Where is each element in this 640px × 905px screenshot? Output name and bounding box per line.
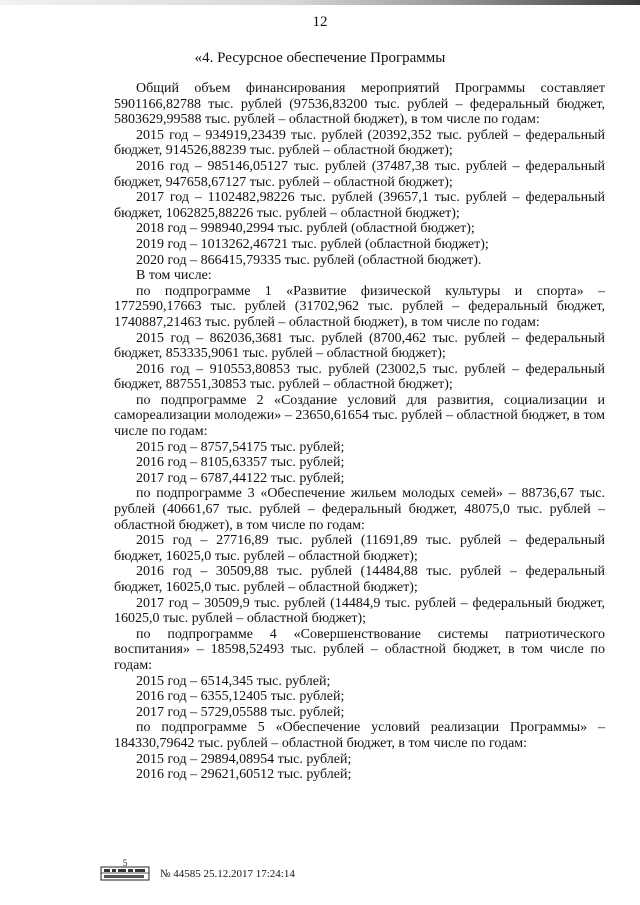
paragraph-including: В том числе: xyxy=(136,268,212,284)
stamp-number: 5 xyxy=(122,858,128,868)
paragraph-sp2-2017: 2017 год – 6787,44122 тыс. рублей; xyxy=(136,470,345,486)
document-footer xyxy=(100,858,500,888)
paragraph-sp4-2016: 2016 год – 6355,12405 тыс. рублей; xyxy=(136,689,345,705)
paragraph-subprogram-1: по подпрограмме 1 «Развитие физической культуры и спорта» – 1772590,17663 тыс. рублей (31702,962 тыс. рублей – федеральный бюджет, 1740887,21463 тыс. рублей – областной бюджет), в том числе по годам: xyxy=(114,283,605,330)
paragraph-year-2019: 2019 год – 1013262,46721 тыс. рублей (областной бюджет); xyxy=(136,236,489,252)
registry-stamp-icon xyxy=(100,858,150,882)
paragraph-subprogram-3: по подпрограмме 3 «Обеспечение жильем молодых семей» – 88736,67 тыс. рублей (40661,67 тыс. рублей – федеральный бюджет, 48075,0 тыс. рублей – областной бюджет), в том числе по годам: xyxy=(114,486,605,533)
paragraph-sp3-2016: 2016 год – 30509,88 тыс. рублей (14484,88 тыс. рублей – федеральный бюджет, 16025,0 тыс. рублей – областной бюджет); xyxy=(114,564,605,595)
paragraph-year-2015: 2015 год – 934919,23439 тыс. рублей (20392,352 тыс. рублей – федеральный бюджет, 914526,88239 тыс. рублей – областной бюджет); xyxy=(114,127,605,159)
document-reference: № 44585 25.12.2017 17:24:14 xyxy=(160,868,295,880)
paragraph-sp5-2015: 2015 год – 29894,08954 тыс. рублей; xyxy=(136,751,352,767)
paragraph-sp2-2016: 2016 год – 8105,63357 тыс. рублей; xyxy=(136,455,345,471)
paragraph-sp2-2015: 2015 год – 8757,54175 тыс. рублей; xyxy=(136,439,345,455)
paragraph-year-2016: 2016 год – 985146,05127 тыс. рублей (37487,38 тыс. рублей – федеральный бюджет, 947658,67127 тыс. рублей – областной бюджет); xyxy=(114,158,605,190)
paragraph-subprogram-5: по подпрограмме 5 «Обеспечение условий реализации Программы» – 184330,79642 тыс. рублей – областной бюджет, в том числе по годам: xyxy=(114,720,605,751)
scan-edge-band xyxy=(0,0,640,5)
paragraph-sp4-2017: 2017 год – 5729,05588 тыс. рублей; xyxy=(136,704,345,720)
paragraph-sp1-2016: 2016 год – 910553,80853 тыс. рублей (23002,5 тыс. рублей – федеральный бюджет, 887551,30853 тыс. рублей – областной бюджет); xyxy=(114,361,605,393)
paragraph-year-2020: 2020 год – 866415,79335 тыс. рублей (областной бюджет). xyxy=(136,252,482,268)
paragraph-sp3-2017: 2017 год – 30509,9 тыс. рублей (14484,9 тыс. рублей – федеральный бюджет, 16025,0 тыс. рублей – областной бюджет); xyxy=(114,595,605,627)
paragraph-sp5-2016: 2016 год – 29621,60512 тыс. рублей; xyxy=(136,767,352,783)
paragraph-subprogram-4: по подпрограмме 4 «Совершенствование системы патриотического воспитания» – 18598,52493 тыс. рублей – областной бюджет, в том числе по годам: xyxy=(114,626,605,673)
document-body xyxy=(114,81,605,783)
page-number: 12 xyxy=(312,14,328,30)
paragraph-sp1-2015: 2015 год – 862036,3681 тыс. рублей (8700,462 тыс. рублей – федеральный бюджет, 853335,9061 тыс. рублей – областной бюджет); xyxy=(114,330,605,362)
section-title: «4. Ресурсное обеспечение Программы xyxy=(194,50,446,66)
paragraph-year-2018: 2018 год – 998940,2994 тыс. рублей (областной бюджет); xyxy=(136,221,475,237)
paragraph-sp3-2015: 2015 год – 27716,89 тыс. рублей (11691,89 тыс. рублей – федеральный бюджет, 16025,0 тыс. рублей – областной бюджет); xyxy=(114,533,605,564)
paragraph-year-2017: 2017 год – 1102482,98226 тыс. рублей (39657,1 тыс. рублей – федеральный бюджет, 1062825,88226 тыс. рублей – областной бюджет); xyxy=(114,190,605,221)
paragraph-sp4-2015: 2015 год – 6514,345 тыс. рублей; xyxy=(136,673,331,689)
paragraph-subprogram-2: по подпрограмме 2 «Создание условий для развития, социализации и самореализации молодежи» – 23650,61654 тыс. рублей – областной бюджет, в том числе по годам: xyxy=(114,392,605,440)
paragraph-total: Общий объем финансирования мероприятий Программы составляет 5901166,82788 тыс. рублей (97536,83200 тыс. рублей – федеральный бюджет, 5803629,99588 тыс. рублей – областной бюджет), в том числе по годам: xyxy=(114,81,605,128)
